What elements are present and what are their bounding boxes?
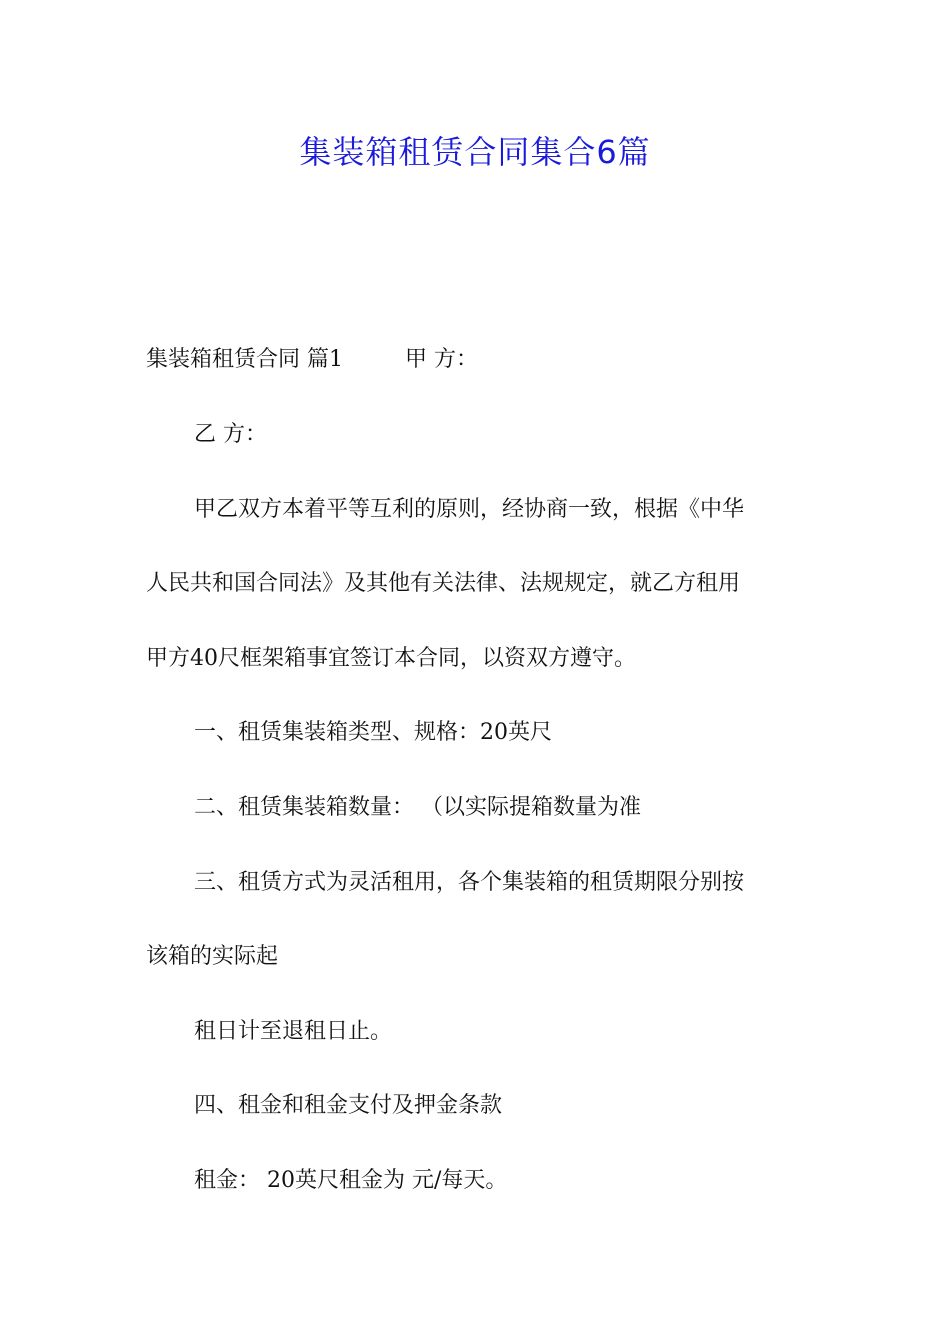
clause-3-line-2: 该箱的实际起 bbox=[146, 944, 279, 969]
heading-line bbox=[146, 345, 478, 375]
rent-line: 租金： 20英尺租金为 元/每天。 bbox=[194, 1168, 508, 1193]
clause-1: 一、租赁集装箱类型、规格：20英尺 bbox=[194, 720, 552, 745]
preamble-line-3: 甲方40尺框架箱事宜签订本合同，以资双方遵守。 bbox=[146, 646, 636, 671]
clause-4: 四、租金和租金支付及押金条款 bbox=[194, 1093, 503, 1118]
section-heading: 集装箱租赁合同 篇1 bbox=[146, 347, 343, 372]
clause-2: 二、租赁集装箱数量： （以实际提箱数量为准 bbox=[194, 795, 641, 820]
preamble-line-1: 甲乙双方本着平等互利的原则，经协商一致，根据《中华 bbox=[194, 497, 745, 522]
party-b-label: 乙 方： bbox=[194, 422, 267, 447]
party-a-label: 甲 方： bbox=[405, 347, 478, 372]
clause-3-line-1: 三、租赁方式为灵活租用，各个集装箱的租赁期限分别按 bbox=[194, 870, 745, 895]
document-title: 集装箱租赁合同集合6篇 bbox=[299, 133, 651, 171]
clause-3-continuation: 租日计至退租日止。 bbox=[194, 1019, 393, 1044]
preamble-line-2: 人民共和国合同法》及其他有关法律、法规规定，就乙方租用 bbox=[146, 571, 741, 596]
